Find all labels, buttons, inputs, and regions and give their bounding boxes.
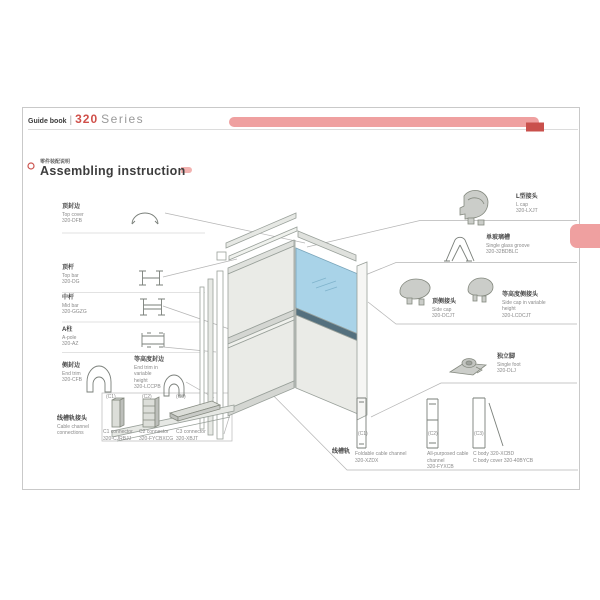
part-label-top-bar: 顶杆 Top bar 320-DG	[62, 265, 80, 286]
part-label-a-pole: A柱 A-pole 320-AZ	[62, 327, 79, 348]
accent-bar	[229, 117, 539, 127]
c2-connector-icon	[143, 397, 159, 427]
connector-box-label: 线槽轨接头 Cable channel connections	[57, 416, 89, 437]
accent-bar-cap	[526, 123, 544, 132]
part-label-end-trim: 侧封边 End trim 320-CFB	[62, 363, 83, 384]
part-label-mid-bar: 中杆 Mid bar 320-GGZG	[62, 295, 87, 316]
section-title: Assembling instruction	[40, 164, 186, 178]
c-body-label: C body 320-XCBD C body cover 320-40BYCB	[473, 451, 534, 464]
c2-connector-label: C2 connector 320-FYCBXCG	[139, 429, 174, 442]
section-title-cn: 零件装配说明	[40, 159, 71, 165]
part-label-l-cap: L型接头 L cap 320-LXJT	[516, 194, 538, 215]
series-number: 320	[75, 112, 99, 126]
page-edge-tab	[570, 224, 600, 248]
c1-connector-label: C1 connector 320-CJRBJJ	[103, 429, 133, 442]
part-label-end-trim-variable: 等高度封边 End trim in variable height 320-LCCPB	[134, 357, 165, 391]
series-word: Series	[101, 112, 145, 126]
end-post	[357, 262, 367, 420]
part-label-side-cap-variable: 等高度侧接头 Side cap in variable height 320-LCDCJT	[502, 292, 546, 319]
c3-tag: (C3)	[176, 394, 186, 400]
c1-tag: (C1)	[106, 394, 116, 400]
header-divider: |	[69, 115, 73, 126]
c3-connector-label: C3 connector 320-XBJT	[176, 429, 206, 442]
part-label-side-cap: 顶侧接头 Side cap 320-DCJT	[432, 299, 457, 320]
guidebook-label: Guide book	[28, 118, 67, 125]
c1-connector-icon	[112, 398, 124, 427]
left-panel	[228, 240, 294, 416]
part-label-top-cover: 顶封边 Top cover 320-DFB	[62, 204, 84, 225]
bottom-c3-tag: (C3)	[474, 431, 484, 437]
part-label-glass-groove: 单玻璃槽 Single glass groove 320-32BDBLC	[486, 235, 530, 256]
part-label-single-foot: 独立脚 Single foot 320-DLJ	[497, 354, 521, 375]
bottom-c2-tag: (C2)	[428, 431, 438, 437]
allpurpose-channel-label: All-purposed cable channel 320-FYXCB	[427, 451, 469, 470]
page-header	[28, 112, 144, 126]
c2-tag: (C2)	[142, 394, 152, 400]
foldable-channel-label: Foldable cable channel 320-XZDX	[355, 451, 407, 464]
cable-channel-label: 线槽轨	[332, 449, 351, 455]
bottom-c1-tag: (C1)	[358, 431, 368, 437]
